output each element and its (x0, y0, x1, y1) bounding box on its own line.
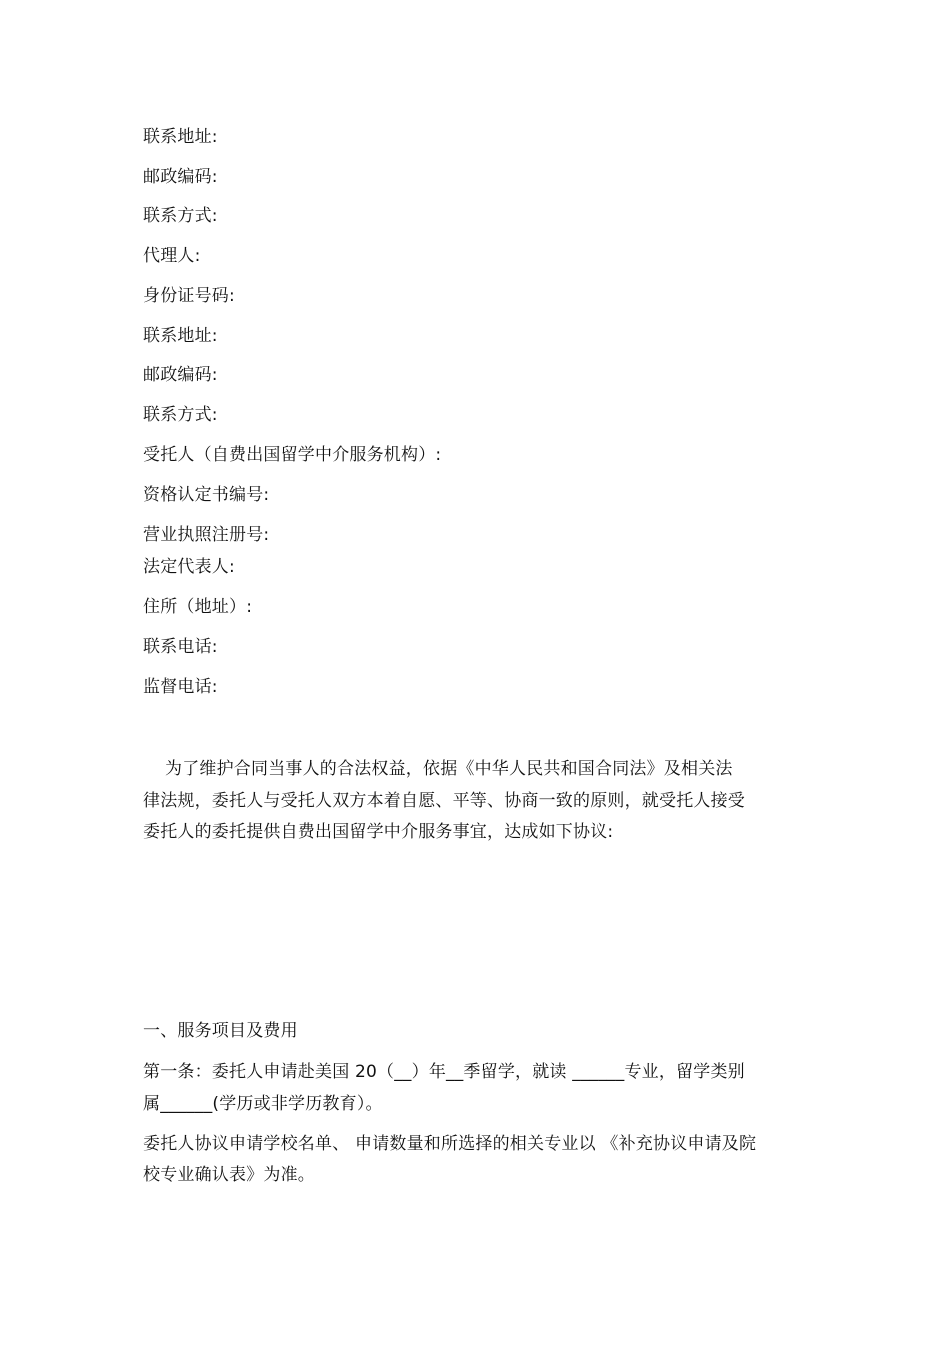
qualification-number-label: 资格认定书编号: (143, 485, 270, 505)
preamble-line-1: 为了维护合同当事人的合法权益，依据《中华人民共和国合同法》及相关法 (165, 759, 733, 779)
party-a-postcode-label: 邮政编码: (143, 167, 218, 187)
residence-address-label: 住所（地址）: (143, 597, 253, 617)
article-1-paragraph-2-line-1: 委托人协议申请学校名单、 申请数量和所选择的相关专业以 《补充协议申请及院 (143, 1134, 757, 1154)
party-a-address-label: 联系地址: (143, 127, 218, 147)
agent-label: 代理人: (143, 246, 201, 266)
phone-label: 联系电话: (143, 637, 218, 657)
preamble-line-3: 委托人的委托提供自费出国留学中介服务事宜，达成如下协议: (143, 822, 614, 842)
article-1-line-1: 第一条：委托人申请赴美国 20（__）年__季留学，就读 ______专业，留学类别 (143, 1062, 745, 1082)
trustee-label: 受托人（自费出国留学中介服务机构）: (143, 445, 442, 465)
preamble-line-2: 律法规，委托人与受托人双方本着自愿、平等、协商一致的原则，就受托人接受 (143, 791, 745, 811)
legal-representative-label: 法定代表人: (143, 557, 235, 577)
agent-address-label: 联系地址: (143, 326, 218, 346)
article-1-line-2: 属______(学历或非学历教育）。 (143, 1094, 383, 1114)
section-1-heading: 一、服务项目及费用 (143, 1021, 298, 1041)
supervision-phone-label: 监督电话: (143, 677, 218, 697)
agent-contact-label: 联系方式: (143, 405, 218, 425)
business-license-label: 营业执照注册号: (143, 525, 270, 545)
agent-id-number-label: 身份证号码: (143, 286, 235, 306)
agent-postcode-label: 邮政编码: (143, 365, 218, 385)
article-1-paragraph-2-line-2: 校专业确认表》为准。 (143, 1165, 315, 1185)
party-a-contact-label: 联系方式: (143, 206, 218, 226)
